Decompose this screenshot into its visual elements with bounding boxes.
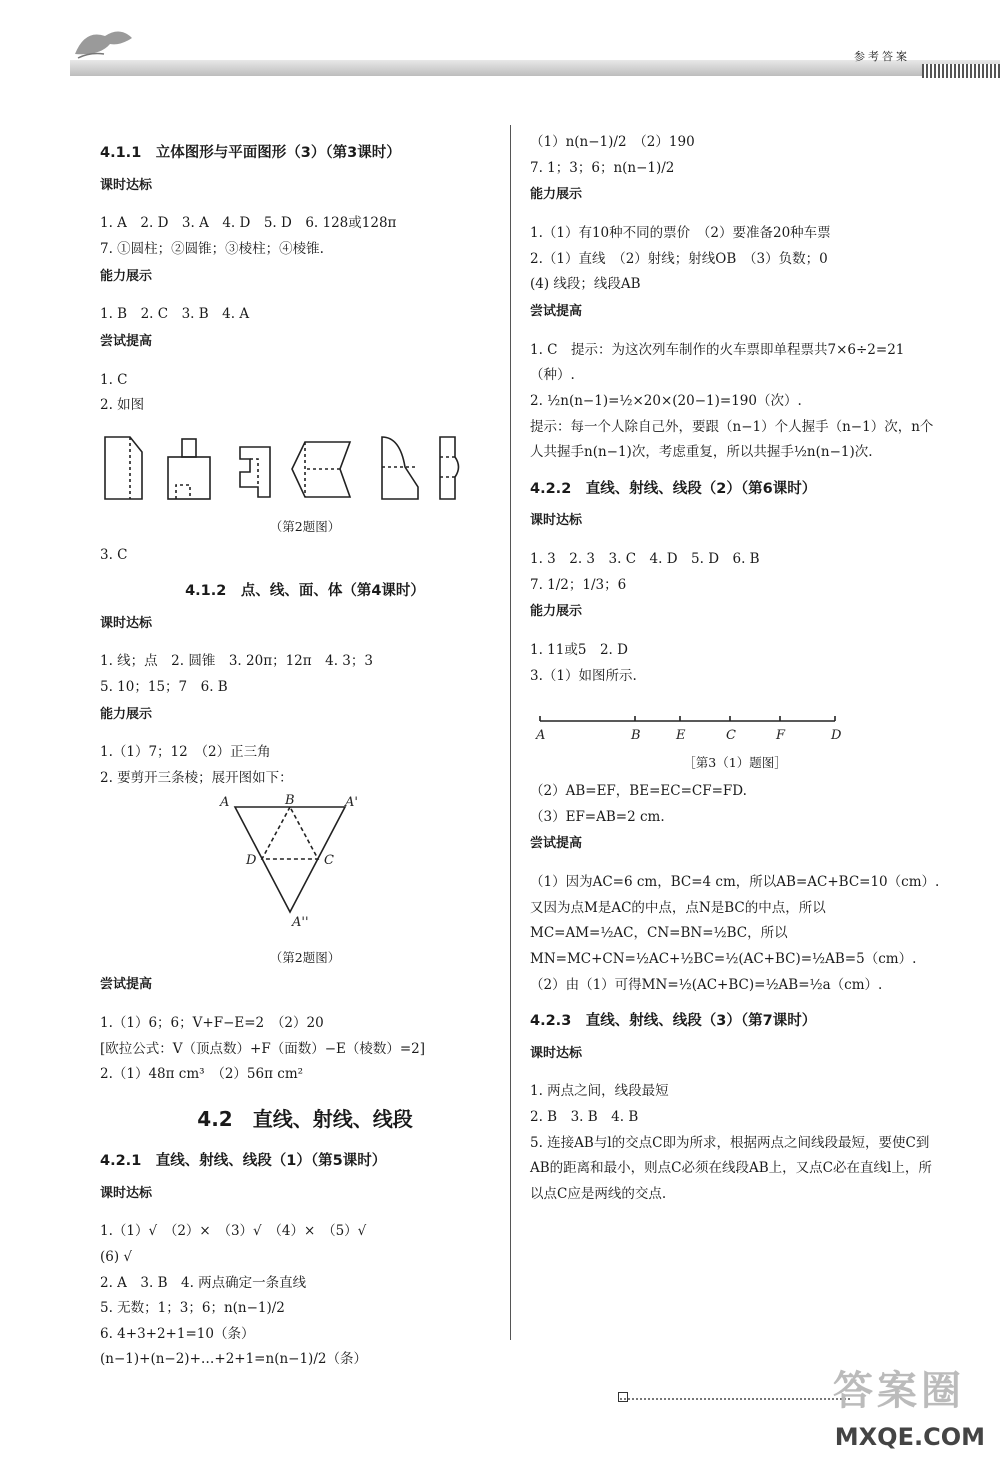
answer-line: [欧拉公式：V（顶点数）+F（面数）−E（棱数）=2]	[100, 1040, 426, 1057]
answer-line: 1. 两点之间，线段最短	[530, 1083, 669, 1100]
answer-line: 7. 1；3；6；n(n−1)/2	[530, 159, 675, 176]
answer-line: 7. 1/2；1/3；6	[530, 576, 627, 593]
answer-line: 3. C	[100, 546, 128, 563]
column-divider	[510, 125, 511, 1340]
subsection-label: 课时达标	[530, 513, 583, 529]
subsection-label: 能力展示	[530, 187, 583, 203]
chapter-heading: 4.2 直线、射线、线段	[197, 1107, 413, 1132]
answer-line: 2. B 3. B 4. B	[530, 1109, 639, 1126]
point-label: D	[831, 728, 842, 744]
right-column	[530, 130, 940, 1208]
answer-paragraph: 5. 连接AB与l的交点C即为所求，根据两点之间线段最短，要使C到AB的距离和最小，则点C必须在线段AB上，又点C必在直线l上，所以点C应是两线的交点.	[530, 1134, 932, 1202]
point-label: E	[676, 728, 686, 744]
answer-line: 1.（1）7；12 （2）正三角	[100, 744, 271, 761]
watermark-text: MXQE.COM	[834, 1423, 985, 1451]
subsection-label: 课时达标	[100, 1185, 153, 1201]
answer-line: 1. 11或5 2. D	[530, 641, 628, 658]
subsection-label: 能力展示	[100, 706, 153, 722]
subsection-label: 尝试提高	[100, 333, 153, 349]
segment-figure	[530, 707, 940, 747]
answer-line: 1. A 2. D 3. A 4. D 5. D 6. 128或128π	[100, 215, 397, 232]
point-label: B	[631, 728, 641, 744]
label-C: C	[324, 852, 334, 868]
header-label: 参考答案	[854, 50, 910, 63]
section-heading: 4.2.1 直线、射线、线段（1）（第5课时）	[100, 1153, 387, 1170]
point-label: A	[536, 728, 546, 744]
net-shapes-figure	[100, 427, 510, 507]
answer-line: （2）由（1）可得MN=½(AC+BC)=½AB=½a（cm）.	[530, 976, 883, 993]
answer-line: 2. 要剪开三条棱；展开图如下：	[100, 770, 293, 787]
footer-box	[618, 1392, 628, 1402]
answer-line: (n−1)+(n−2)+…+2+1=n(n−1)/2（条）	[100, 1351, 367, 1368]
answer-paragraph: （1）因为AC=6 cm，BC=4 cm，所以AB=AC+BC=10（cm）.	[530, 873, 940, 890]
answer-line: 1.（1）√ （2）× （3）√ （4）× （5）√	[100, 1223, 367, 1240]
section-heading: 4.1.2 点、线、面、体（第4课时）	[185, 583, 425, 600]
label-A-prime: A'	[345, 794, 358, 810]
answer-paragraph: 1. C 提示：为这次列车制作的火车票即单程票共7×6÷2=21（种）.	[530, 341, 905, 384]
footer-dots	[620, 1398, 850, 1400]
answer-line: 5. 无数；1；3；6；n(n−1)/2	[100, 1300, 285, 1317]
logo-icon	[70, 24, 140, 64]
answer-line: 2.（1）48π cm³ （2）56π cm²	[100, 1066, 304, 1083]
label-D: D	[246, 852, 257, 868]
label-B: B	[285, 792, 295, 808]
point-label: F	[776, 728, 786, 744]
subsection-label: 课时达标	[530, 1045, 583, 1061]
answer-line: (6) √	[100, 1248, 133, 1265]
label-A-double-prime: A''	[292, 914, 309, 930]
subsection-label: 课时达标	[100, 615, 153, 631]
answer-paragraph: 提示：每一个人除自己外，要跟（n−1）个人握手（n−1）次，n个人共握手n(n−1)次，考虑重复，所以共握手½n(n−1)次.	[530, 418, 934, 461]
answer-line: 2. 如图	[100, 397, 145, 414]
answer-paragraph: 又因为点M是AC的中点，点N是BC的中点，所以MC=AM=½AC，CN=BN=½BC，所以MN=MC+CN=½AC+½BC=½(AC+BC)=½AB=5（cm）.	[530, 899, 917, 967]
answer-line: （1）n(n−1)/2 （2）190	[530, 134, 695, 150]
answer-line: 1.（1）有10种不同的票价 （2）要准备20种车票	[530, 224, 831, 241]
answer-line: 2. A 3. B 4. 两点确定一条直线	[100, 1274, 307, 1291]
subsection-label: 课时达标	[100, 177, 153, 193]
section-heading: 4.2.3 直线、射线、线段（3）（第7课时）	[530, 1013, 817, 1030]
figure-caption: ［第3（1）题图］	[683, 755, 787, 771]
header-ticks	[922, 64, 1000, 78]
answer-line: （3）EF=AB=2 cm.	[530, 808, 665, 825]
answer-line: 1. 3 2. 3 3. C 4. D 5. D 6. B	[530, 551, 760, 568]
subsection-label: 能力展示	[100, 268, 153, 284]
answer-line: 2.（1）直线 （2）射线；射线OB （3）负数；0	[530, 250, 828, 267]
point-label: C	[726, 728, 736, 744]
answer-line: 2. ½n(n−1)=½×20×(20−1)=190（次）.	[530, 392, 802, 409]
triangle-net-figure	[100, 792, 510, 942]
subsection-label: 尝试提高	[530, 836, 583, 852]
subsection-label: 尝试提高	[530, 303, 583, 319]
answer-line: 1. 线；点 2. 圆锥 3. 20π；12π 4. 3；3	[100, 653, 373, 670]
subsection-label: 能力展示	[530, 604, 583, 620]
answer-line: 1. B 2. C 3. B 4. A	[100, 306, 250, 323]
answer-line: (4) 线段；线段AB	[530, 276, 641, 293]
label-A: A	[220, 794, 230, 810]
section-heading: 4.1.1 立体图形与平面图形（3）（第3课时）	[100, 145, 401, 161]
figure-caption: （第2题图）	[269, 518, 341, 534]
answer-line: 3.（1）如图所示.	[530, 667, 637, 684]
figure-caption: （第2题图）	[269, 949, 341, 965]
answer-line: 1. C	[100, 371, 128, 388]
subsection-label: 尝试提高	[100, 977, 153, 993]
left-column	[100, 130, 510, 1373]
answer-line: 1.（1）6；6；V+F−E=2 （2）20	[100, 1015, 324, 1032]
answer-line: （2）AB=EF，BE=EC=CF=FD.	[530, 783, 747, 800]
answer-line: 7. ①圆柱；②圆锥；③棱柱；④棱锥.	[100, 240, 324, 257]
answer-line: 5. 10；15；7 6. B	[100, 679, 228, 696]
answer-line: 6. 4+3+2+1=10（条）	[100, 1325, 255, 1342]
watermark-logo: 答案圈	[833, 1368, 965, 1414]
section-heading: 4.2.2 直线、射线、线段（2）（第6课时）	[530, 480, 817, 497]
